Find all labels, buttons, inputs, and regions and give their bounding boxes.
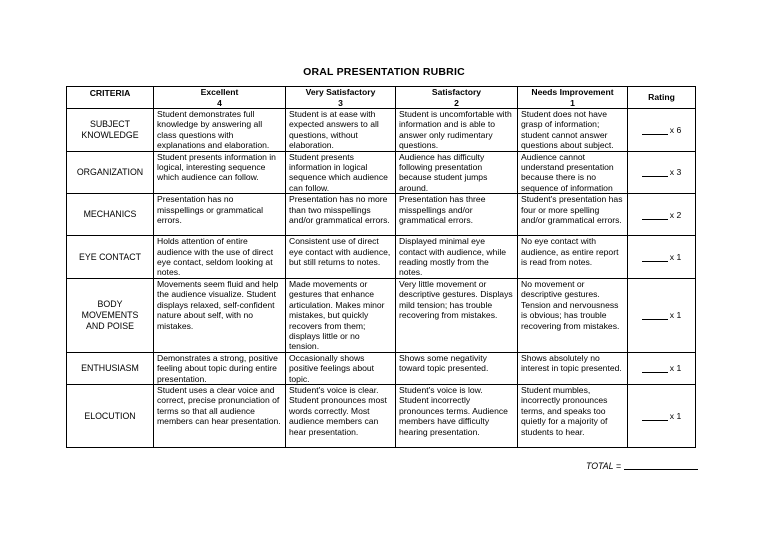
- needs-improvement-descriptor: No movement or descriptive gestures. Tension and nervousness is obvious; has trouble recovering from mistakes.: [518, 278, 628, 352]
- needs-improvement-descriptor: Shows absolutely no interest in topic presented.: [518, 352, 628, 384]
- criteria-label: ELOCUTION: [67, 384, 154, 447]
- rating-blank[interactable]: [642, 372, 668, 373]
- header-very-satisfactory-score: 3: [338, 97, 343, 108]
- excellent-descriptor: Demonstrates a strong, positive feeling about topic during entire presentation.: [154, 352, 286, 384]
- header-needs-improvement-label: Needs Improvement: [531, 87, 614, 98]
- very-satisfactory-descriptor: Made movements or gestures that enhance articulation. Makes minor mistakes, but quickly recovers from them; displays little or no tension.: [286, 278, 396, 352]
- very-satisfactory-descriptor: Student is at ease with expected answers to all questions, without elaboration.: [286, 109, 396, 152]
- very-satisfactory-descriptor: Student's voice is clear. Student pronounces most words correctly. Most audience members can hear presentation.: [286, 384, 396, 447]
- excellent-descriptor: Holds attention of entire audience with the use of direct eye contact, seldom looking at notes.: [154, 236, 286, 279]
- criteria-label: MECHANICS: [67, 194, 154, 236]
- header-satisfactory: [396, 87, 518, 109]
- rubric-row-enthusiasm: [67, 352, 696, 384]
- rating-multiplier: x 3: [669, 167, 682, 178]
- rubric-title: ORAL PRESENTATION RUBRIC: [303, 66, 465, 78]
- header-criteria: CRITERIA: [67, 87, 154, 109]
- rating-cell: [628, 236, 696, 279]
- very-satisfactory-descriptor: Presentation has no more than two misspellings and/or grammatical errors.: [286, 194, 396, 236]
- satisfactory-descriptor: Audience has difficulty following presentation because student jumps around.: [396, 151, 518, 194]
- rating-multiplier: x 1: [669, 310, 682, 321]
- header-very-satisfactory-label: Very Satisfactory: [305, 87, 376, 98]
- header-needs-improvement: [518, 87, 628, 109]
- rating-cell: [628, 278, 696, 352]
- needs-improvement-descriptor: Student's presentation has four or more spelling and/or grammatical errors.: [518, 194, 628, 236]
- excellent-descriptor: Student presents information in logical, interesting sequence which audience can follow.: [154, 151, 286, 194]
- rating-blank[interactable]: [642, 319, 668, 320]
- rating-cell: [628, 352, 696, 384]
- total-label: TOTAL =: [586, 461, 621, 471]
- needs-improvement-descriptor: No eye contact with audience, as entire report is read from notes.: [518, 236, 628, 279]
- rating-cell: [628, 194, 696, 236]
- very-satisfactory-descriptor: Consistent use of direct eye contact with audience, but still returns to notes.: [286, 236, 396, 279]
- satisfactory-descriptor: Presentation has three misspellings and/or grammatical errors.: [396, 194, 518, 236]
- header-very-satisfactory: [286, 87, 396, 109]
- criteria-label: EYE CONTACT: [67, 236, 154, 279]
- satisfactory-descriptor: Shows some negativity toward topic presented.: [396, 352, 518, 384]
- satisfactory-descriptor: Very little movement or descriptive gestures. Displays mild tension; has trouble recovering from mistakes.: [396, 278, 518, 352]
- excellent-descriptor: Movements seem fluid and help the audience visualize. Student displays relaxed, self-confident nature about self, with no mistakes.: [154, 278, 286, 352]
- satisfactory-descriptor: Student's voice is low. Student incorrectly pronounces terms. Audience members have difficulty hearing presentation.: [396, 384, 518, 447]
- very-satisfactory-descriptor: Student presents information in logical sequence which audience can follow.: [286, 151, 396, 194]
- excellent-descriptor: Student uses a clear voice and correct, precise pronunciation of terms so that all audience members can hear presentation.: [154, 384, 286, 447]
- total-blank[interactable]: [624, 469, 698, 470]
- rating-multiplier: x 2: [669, 209, 682, 220]
- needs-improvement-descriptor: Audience cannot understand presentation because there is no sequence of information: [518, 151, 628, 194]
- needs-improvement-descriptor: Student does not have grasp of information; student cannot answer questions about subject.: [518, 109, 628, 152]
- criteria-label: BODY MOVEMENTS AND POISE: [67, 278, 154, 352]
- header-excellent-label: Excellent: [200, 87, 239, 98]
- rating-cell: [628, 384, 696, 447]
- rating-cell: [628, 151, 696, 194]
- rating-multiplier: x 1: [669, 410, 682, 421]
- excellent-descriptor: Presentation has no misspellings or grammatical errors.: [154, 194, 286, 236]
- header-rating: Rating: [628, 87, 696, 109]
- rating-multiplier: x 1: [669, 251, 682, 262]
- header-row: [67, 87, 696, 109]
- rubric-row-mechanics: [67, 194, 696, 236]
- rubric-row-eye-contact: [67, 236, 696, 279]
- rating-blank[interactable]: [642, 176, 668, 177]
- header-excellent: [154, 87, 286, 109]
- rubric-row-body-movements: [67, 278, 696, 352]
- rubric-row-subject-knowledge: [67, 109, 696, 152]
- rubric-table: [66, 86, 696, 448]
- rubric-row-organization: [67, 151, 696, 194]
- criteria-label: ENTHUSIASM: [67, 352, 154, 384]
- header-satisfactory-label: Satisfactory: [431, 87, 482, 98]
- rating-blank[interactable]: [642, 420, 668, 421]
- rubric-row-elocution: [67, 384, 696, 447]
- rating-blank[interactable]: [642, 219, 668, 220]
- total-line: [586, 461, 698, 471]
- rating-blank[interactable]: [642, 134, 668, 135]
- criteria-label: ORGANIZATION: [67, 151, 154, 194]
- criteria-label: SUBJECT KNOWLEDGE: [67, 109, 154, 152]
- needs-improvement-descriptor: Student mumbles, incorrectly pronounces terms, and speaks too quietly for a majority of students to hear.: [518, 384, 628, 447]
- excellent-descriptor: Student demonstrates full knowledge by answering all class questions with explanations and elaboration.: [154, 109, 286, 152]
- satisfactory-descriptor: Displayed minimal eye contact with audience, while reading mostly from the notes.: [396, 236, 518, 279]
- satisfactory-descriptor: Student is uncomfortable with information and is able to answer only rudimentary questions.: [396, 109, 518, 152]
- rating-multiplier: x 6: [669, 124, 682, 135]
- header-excellent-score: 4: [217, 97, 222, 108]
- rating-cell: [628, 109, 696, 152]
- header-needs-improvement-score: 1: [570, 97, 575, 108]
- rating-multiplier: x 1: [669, 363, 682, 374]
- very-satisfactory-descriptor: Occasionally shows positive feelings about topic.: [286, 352, 396, 384]
- header-satisfactory-score: 2: [454, 97, 459, 108]
- rating-blank[interactable]: [642, 261, 668, 262]
